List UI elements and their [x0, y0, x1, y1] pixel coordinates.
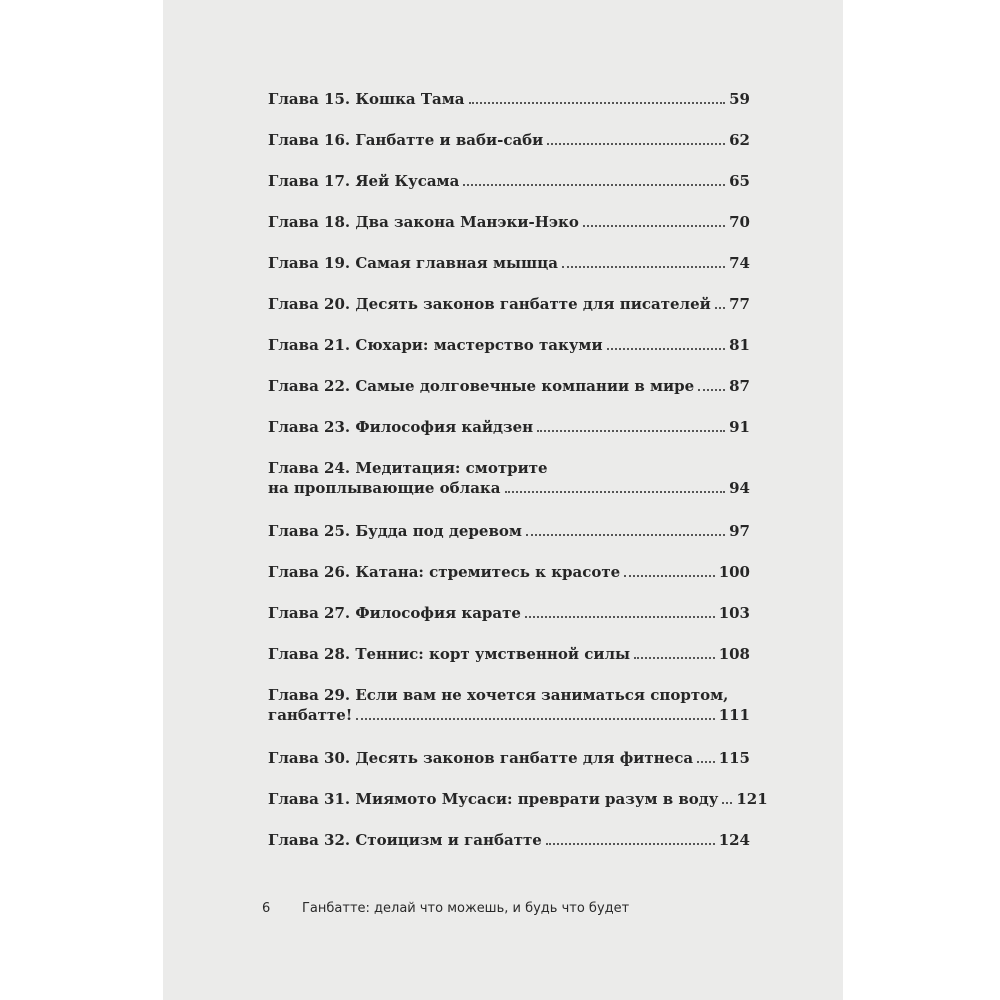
- toc-entry-page: 103: [718, 604, 750, 622]
- toc-entry-title: Глава 16. Ганбатте и ваби-саби: [268, 131, 544, 149]
- toc-entry: [268, 458, 750, 500]
- toc-entry-title-line1: Глава 24. Медитация: смотрите: [268, 459, 548, 477]
- toc-leader-dots: [469, 102, 726, 104]
- toc-leader-dots: [547, 143, 725, 145]
- toc-leader-dots: [697, 761, 715, 763]
- toc-entry: [268, 644, 750, 664]
- toc-entry: [268, 789, 768, 809]
- toc-entry: [268, 130, 750, 150]
- page-footer: [262, 901, 629, 916]
- toc-entry: [268, 171, 750, 191]
- toc-entry-page: 77: [729, 295, 750, 313]
- toc-entry-page: 100: [718, 563, 750, 581]
- toc-leader-dots: [607, 348, 726, 350]
- toc-entry: [268, 335, 750, 355]
- toc-entry: [268, 603, 750, 623]
- toc-entry-title: Глава 26. Катана: стремитесь к красоте: [268, 563, 621, 581]
- toc-entry-title: на проплывающие облака: [268, 479, 501, 497]
- toc-entry: [268, 376, 750, 396]
- toc-entry: [268, 89, 750, 109]
- toc-entry: [268, 253, 750, 273]
- toc-entry-title: Глава 25. Будда под деревом: [268, 522, 522, 540]
- toc-entry-page: 94: [729, 479, 750, 497]
- toc-leader-dots: [624, 575, 714, 577]
- toc-leader-dots: [356, 718, 714, 720]
- toc-entry: [268, 562, 750, 582]
- toc-leader-dots: [546, 843, 715, 845]
- toc-entry-title: Глава 32. Стоицизм и ганбатте: [268, 831, 542, 849]
- toc-entry-page: 62: [729, 131, 750, 149]
- toc-entry-title: Глава 20. Десять законов ганбатте для писателей: [268, 295, 711, 313]
- toc-entry-title: Глава 23. Философия кайдзен: [268, 418, 534, 436]
- toc-entry-page: 111: [718, 706, 750, 724]
- toc-leader-dots: [463, 184, 725, 186]
- toc-leader-dots: [526, 534, 725, 536]
- toc-entry-title: ганбатте!: [268, 706, 353, 724]
- toc-entry-title: Глава 30. Десять законов ганбатте для фитнеса: [268, 749, 694, 767]
- toc-leader-dots: [537, 430, 725, 432]
- toc-entry-page: 59: [729, 90, 750, 108]
- toc-leader-dots: [583, 225, 725, 227]
- toc-entry-title: Глава 18. Два закона Манэки-Нэко: [268, 213, 579, 231]
- table-of-contents: [268, 89, 768, 871]
- toc-entry: [268, 521, 750, 541]
- toc-entry-page: 74: [729, 254, 750, 272]
- toc-entry-title: Глава 27. Философия карате: [268, 604, 521, 622]
- toc-entry: [268, 748, 750, 768]
- toc-leader-dots: [722, 802, 732, 804]
- toc-entry: [268, 417, 750, 437]
- toc-entry-title: Глава 31. Миямото Мусаси: преврати разум в воду: [268, 790, 719, 808]
- toc-leader-dots: [698, 389, 725, 391]
- toc-entry-page: 91: [729, 418, 750, 436]
- toc-leader-dots: [505, 491, 726, 493]
- toc-entry-page: 108: [718, 645, 750, 663]
- toc-entry-title-line1: Глава 29. Если вам не хочется заниматься спортом,: [268, 686, 729, 704]
- toc-entry-page: 124: [718, 831, 750, 849]
- toc-leader-dots: [715, 307, 725, 309]
- toc-entry-page: 97: [729, 522, 750, 540]
- toc-entry-page: 87: [729, 377, 750, 395]
- toc-entry-page: 121: [736, 790, 768, 808]
- toc-entry-title: Глава 15. Кошка Тама: [268, 90, 465, 108]
- toc-entry-title: Глава 28. Теннис: корт умственной силы: [268, 645, 631, 663]
- toc-entry-page: 65: [729, 172, 750, 190]
- toc-entry-title: Глава 19. Самая главная мышца: [268, 254, 558, 272]
- toc-entry: [268, 685, 750, 727]
- toc-entry-page: 70: [729, 213, 750, 231]
- page-number: 6: [262, 901, 271, 916]
- toc-leader-dots: [525, 616, 715, 618]
- running-title: Ганбатте: делай что можешь, и будь что будет: [302, 901, 630, 916]
- toc-entry-title: Глава 21. Сюхари: мастерство такуми: [268, 336, 603, 354]
- toc-entry-title: Глава 22. Самые долговечные компании в мире: [268, 377, 695, 395]
- toc-entry: [268, 212, 750, 232]
- toc-leader-dots: [562, 266, 725, 268]
- toc-entry-page: 115: [718, 749, 750, 767]
- toc-leader-dots: [634, 657, 715, 659]
- toc-entry-page: 81: [729, 336, 750, 354]
- toc-entry-title: Глава 17. Яей Кусама: [268, 172, 460, 190]
- toc-entry: [268, 830, 750, 850]
- toc-entry: [268, 294, 750, 314]
